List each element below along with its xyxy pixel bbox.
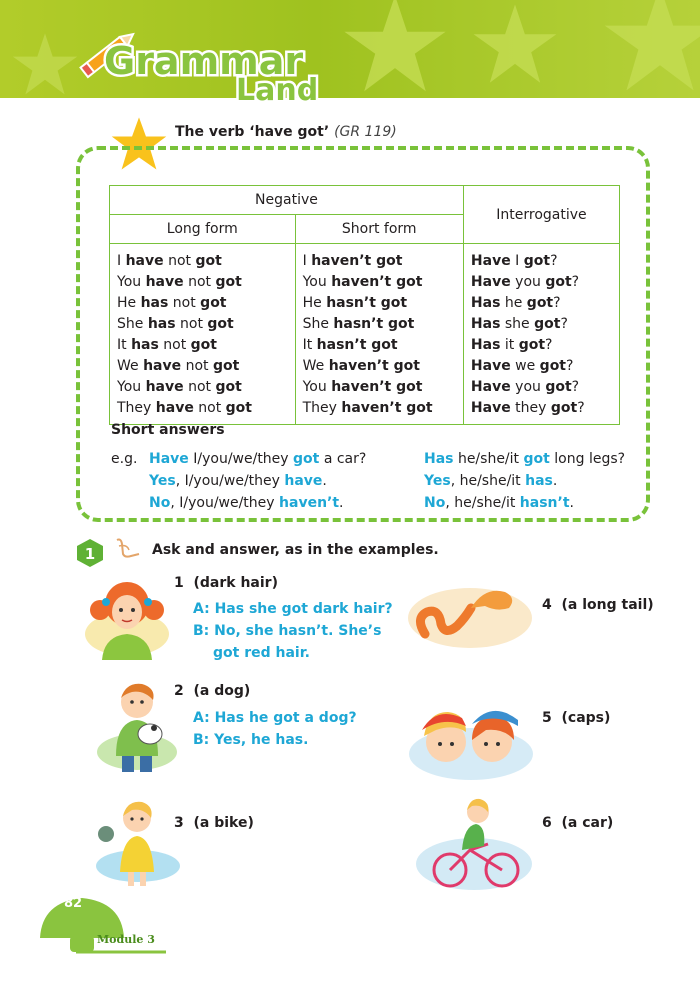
short-form-line: It hasn’t got	[302, 337, 398, 353]
long-form-column	[110, 244, 296, 425]
short-form-line: I haven’t got	[302, 253, 403, 269]
grammar-table	[109, 185, 620, 425]
short-form-line: She hasn’t got	[302, 316, 415, 332]
interrogative-line: Have they got?	[470, 400, 585, 416]
sa-left-yes: Yes, I/you/we/they have.	[149, 473, 327, 489]
interrogative-line: Have you got?	[470, 379, 580, 395]
interrogative-line: Have I got?	[470, 253, 558, 269]
eg-label: e.g.	[111, 451, 138, 467]
girl-red-hair-picture	[82, 562, 172, 660]
decorative-star-icon	[470, 0, 560, 90]
sa-right-yes: Yes, he/she/it has.	[424, 473, 558, 489]
page-number: 82	[64, 896, 83, 911]
interrogative-line: Has he got?	[470, 295, 561, 311]
item-6: 6 (a car)	[542, 815, 614, 831]
item-3: 3 (a bike)	[174, 815, 254, 831]
interrogative-line: Have you got?	[470, 274, 580, 290]
short-form-column	[295, 244, 463, 425]
svg-text:Land: Land	[236, 73, 319, 106]
long-form-line: She has not got	[117, 316, 234, 332]
boy-with-dog-picture	[92, 672, 182, 772]
short-answers-heading: Short answers	[111, 422, 225, 438]
example-2-answer: A: Has he got a dog? B: Yes, he has.	[193, 710, 357, 748]
sa-right-question: Has he/she/it got long legs?	[424, 451, 626, 467]
interrogative-line: Has it got?	[470, 337, 553, 353]
example-1-answer: A: Has she got dark hair? B: No, she hasn’t. She’s got red hair.	[193, 601, 393, 661]
grammar-land-logo	[78, 30, 328, 106]
item-5: 5 (caps)	[542, 710, 611, 726]
long-form-line: We have not got	[117, 358, 240, 374]
long-form-line: You have not got	[117, 274, 242, 290]
short-form-line: You haven’t got	[302, 379, 423, 395]
decorative-star-icon	[10, 30, 80, 98]
interrogative-column	[463, 244, 619, 425]
short-form-line: They haven’t got	[302, 400, 433, 416]
long-form-line: He has not got	[117, 295, 227, 311]
long-form-header: Long form	[110, 215, 296, 244]
long-tail-picture	[405, 578, 535, 652]
children-in-caps-picture	[406, 696, 536, 784]
section-title: The verb ‘have got’ (GR 119)	[175, 124, 397, 140]
interrogative-header: Interrogative	[463, 186, 619, 244]
short-answers-right	[424, 448, 625, 514]
short-form-line: He hasn’t got	[302, 295, 408, 311]
svg-text:1: 1	[84, 545, 96, 563]
short-form-line: You haven’t got	[302, 274, 423, 290]
item-2: 2 (a dog)	[174, 683, 251, 699]
svg-text:Grammar: Grammar	[104, 39, 304, 83]
item-1: 1 (dark hair)	[174, 575, 278, 591]
sa-right-no: No, he/she/it hasn’t.	[424, 495, 574, 511]
decorative-star-icon	[600, 0, 700, 98]
long-form-line: They have not got	[117, 400, 252, 416]
interrogative-line: Have we got?	[470, 358, 574, 374]
decorative-star-icon	[340, 0, 450, 98]
sa-left-question: Have I/you/we/they got a car?	[149, 451, 367, 467]
negative-header: Negative	[110, 186, 464, 215]
short-form-line: We haven’t got	[302, 358, 420, 374]
long-form-line: It has not got	[117, 337, 217, 353]
short-form-header: Short form	[295, 215, 463, 244]
module-label: Module 3	[97, 933, 155, 946]
speaking-hand-icon	[113, 536, 147, 562]
short-answers-left	[149, 448, 366, 514]
item-4: 4 (a long tail)	[542, 597, 654, 613]
interrogative-line: Has she got?	[470, 316, 568, 332]
girl-with-bike-picture	[92, 792, 182, 892]
sa-left-no: No, I/you/we/they haven’t.	[149, 495, 344, 511]
boy-on-bike-picture	[410, 790, 536, 896]
long-form-line: You have not got	[117, 379, 242, 395]
long-form-line: I have not got	[117, 253, 222, 269]
exercise-instruction: Ask and answer, as in the examples.	[152, 542, 439, 558]
